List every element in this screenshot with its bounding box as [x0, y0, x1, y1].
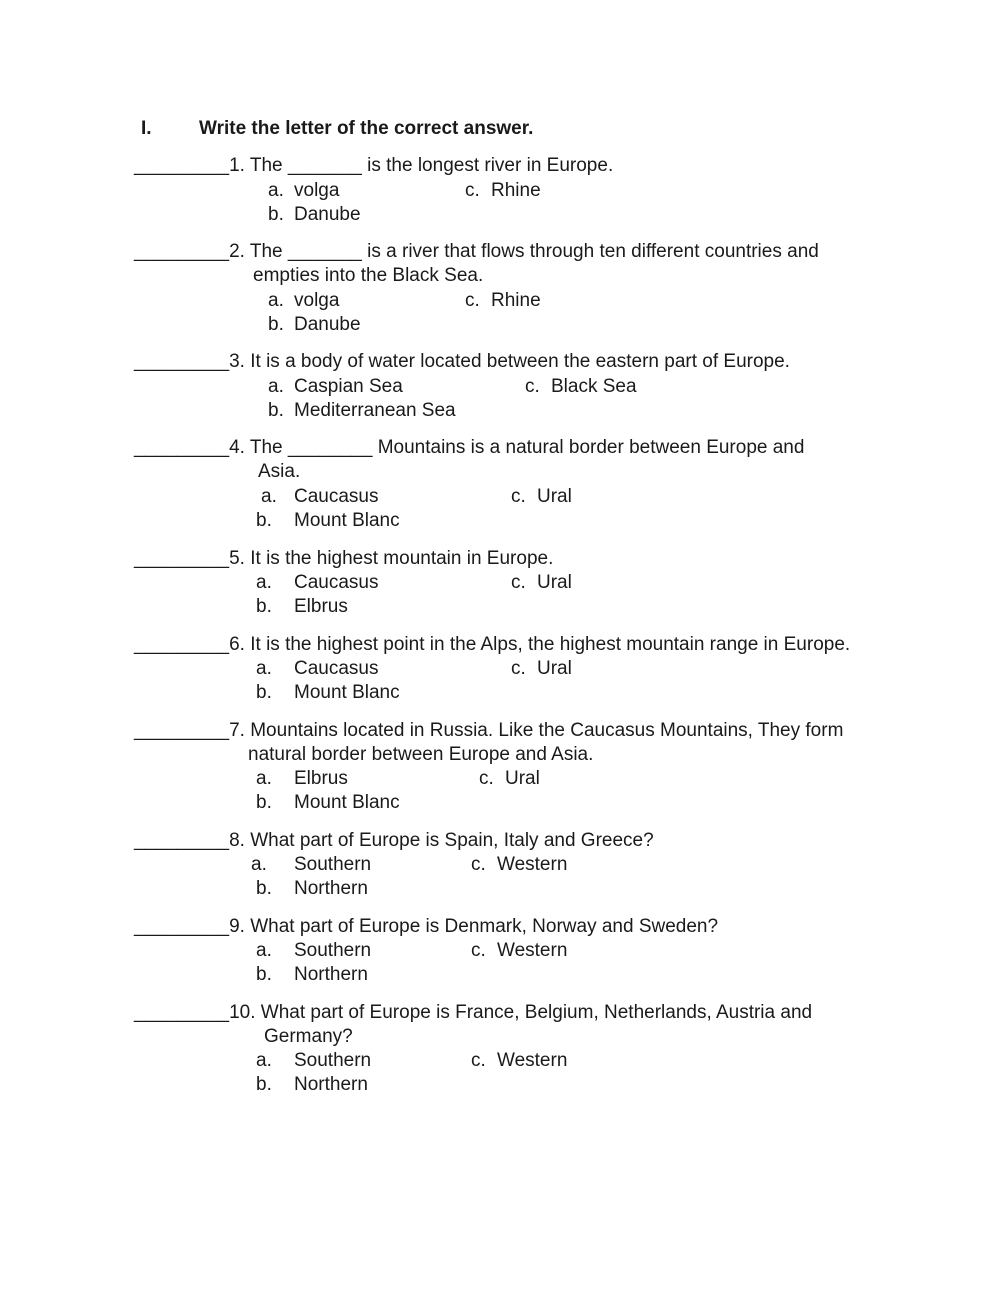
question-7-choice-c-letter: c.	[479, 768, 494, 789]
question-5-choice-b-text: Elbrus	[294, 596, 348, 617]
question-6-choice-c-text: Ural	[537, 658, 572, 679]
question-2-choice-b-text: Danube	[294, 314, 361, 335]
question-3-choice-b-text: Mediterranean Sea	[294, 400, 456, 421]
question-8-choice-a-letter: a.	[251, 854, 267, 875]
question-3-choice-b-letter: b.	[268, 400, 284, 421]
question-3-choice-c-letter: c.	[525, 376, 540, 397]
question-10-text: _________10. What part of Europe is France, Belgium, Netherlands, Austria and	[134, 1002, 813, 1023]
question-8-text: _________8. What part of Europe is Spain, Italy and Greece?	[134, 830, 654, 851]
question-6-choice-b-text: Mount Blanc	[294, 682, 400, 703]
question-8-choice-b-text: Northern	[294, 878, 368, 899]
question-7-choice-a-text: Elbrus	[294, 768, 348, 789]
question-9-choice-b-text: Northern	[294, 964, 368, 985]
question-3-choice-a-text: Caspian Sea	[294, 376, 403, 397]
question-6-choice-a-letter: a.	[256, 658, 272, 679]
question-2-choice-a-text: volga	[294, 290, 340, 311]
question-9-choice-c-text: Western	[497, 940, 568, 961]
question-9-choice-b-letter: b.	[256, 964, 272, 985]
question-6-choice-a-text: Caucasus	[294, 658, 379, 679]
question-1-text: _________1. The _______ is the longest river in Europe.	[134, 155, 614, 176]
question-9-choice-c-letter: c.	[471, 940, 486, 961]
question-10-choice-a-letter: a.	[256, 1050, 272, 1071]
question-4-text: _________4. The ________ Mountains is a natural border between Europe and	[134, 437, 805, 458]
question-7-choice-b-letter: b.	[256, 792, 272, 813]
question-5-choice-c-text: Ural	[537, 572, 572, 593]
question-2-choice-c-text: Rhine	[491, 290, 541, 311]
question-2-choice-a-letter: a.	[268, 290, 284, 311]
question-6-text: _________6. It is the highest point in the Alps, the highest mountain range in Europe.	[134, 634, 851, 655]
question-5-choice-b-letter: b.	[256, 596, 272, 617]
question-6-choice-c-letter: c.	[511, 658, 526, 679]
question-2-choice-c-letter: c.	[465, 290, 480, 311]
question-2-text: empties into the Black Sea.	[253, 265, 484, 286]
question-6-choice-b-letter: b.	[256, 682, 272, 703]
question-1-choice-c-letter: c.	[465, 180, 480, 201]
question-9-choice-a-letter: a.	[256, 940, 272, 961]
question-5-choice-a-letter: a.	[256, 572, 272, 593]
question-1-choice-a-text: volga	[294, 180, 340, 201]
question-2-choice-b-letter: b.	[268, 314, 284, 335]
question-4-choice-b-letter: b.	[256, 510, 272, 531]
question-5-choice-a-text: Caucasus	[294, 572, 379, 593]
question-4-text: Asia.	[258, 461, 301, 482]
question-3-choice-c-text: Black Sea	[551, 376, 637, 397]
question-4-choice-c-letter: c.	[511, 486, 526, 507]
question-5-text: _________5. It is the highest mountain in Europe.	[134, 548, 554, 569]
question-7-choice-b-text: Mount Blanc	[294, 792, 400, 813]
question-4-choice-a-letter: a.	[261, 486, 277, 507]
question-4-choice-b-text: Mount Blanc	[294, 510, 400, 531]
question-1-choice-b-letter: b.	[268, 204, 284, 225]
section-instruction: Write the letter of the correct answer.	[199, 118, 534, 139]
question-3-choice-a-letter: a.	[268, 376, 284, 397]
question-4-choice-a-text: Caucasus	[294, 486, 379, 507]
question-7-text: natural border between Europe and Asia.	[248, 744, 594, 765]
question-8-choice-a-text: Southern	[294, 854, 372, 875]
question-7-choice-a-letter: a.	[256, 768, 272, 789]
question-4-choice-c-text: Ural	[537, 486, 572, 507]
question-5-choice-c-letter: c.	[511, 572, 526, 593]
question-3-text: _________3. It is a body of water located between the eastern part of Europe.	[134, 351, 790, 372]
question-8-choice-c-letter: c.	[471, 854, 486, 875]
question-8-choice-c-text: Western	[497, 854, 568, 875]
question-10-text: Germany?	[264, 1026, 353, 1047]
question-10-choice-b-text: Northern	[294, 1074, 368, 1095]
question-10-choice-c-text: Western	[497, 1050, 568, 1071]
question-7-choice-c-text: Ural	[505, 768, 540, 789]
question-8-choice-b-letter: b.	[256, 878, 272, 899]
question-10-choice-a-text: Southern	[294, 1050, 372, 1071]
question-10-choice-c-letter: c.	[471, 1050, 486, 1071]
question-9-text: _________9. What part of Europe is Denmark, Norway and Sweden?	[134, 916, 719, 937]
question-10-choice-b-letter: b.	[256, 1074, 272, 1095]
question-1-choice-c-text: Rhine	[491, 180, 541, 201]
question-1-choice-b-text: Danube	[294, 204, 361, 225]
question-2-text: _________2. The _______ is a river that flows through ten different countries and	[134, 241, 819, 262]
question-9-choice-a-text: Southern	[294, 940, 372, 961]
question-7-text: _________7. Mountains located in Russia. Like the Caucasus Mountains, They form	[134, 720, 844, 741]
section-numeral: I.	[141, 118, 152, 139]
question-1-choice-a-letter: a.	[268, 180, 284, 201]
